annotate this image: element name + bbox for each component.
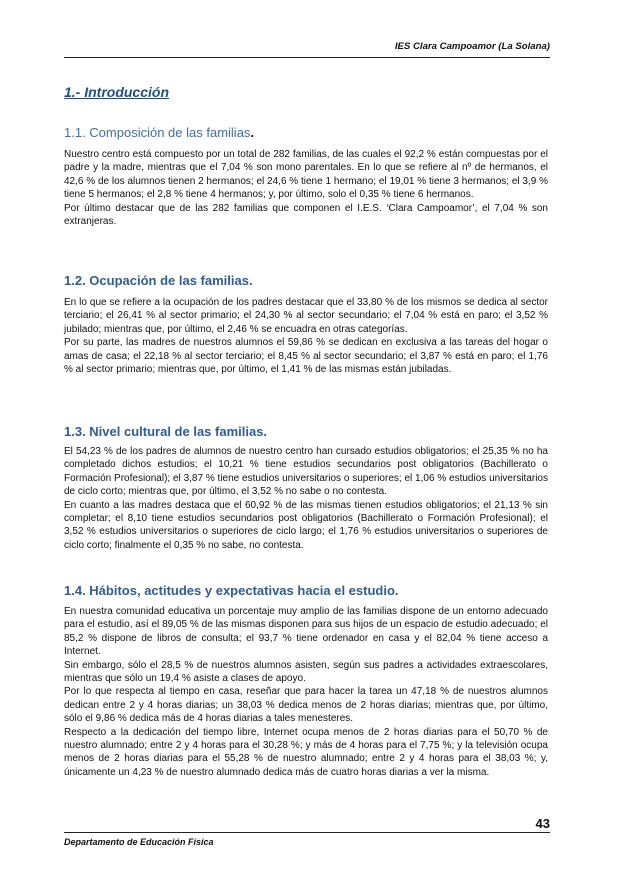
section-1-3-title: 1.3. Nivel cultural de las familias. (64, 424, 268, 439)
section-1-4-title: 1.4. Hábitos, actitudes y expectativas hacia el estudio. (64, 583, 399, 598)
footer-department: Departamento de Educación Física (64, 837, 214, 847)
header-rule (64, 57, 550, 58)
footer-rule (64, 832, 550, 833)
section-1-1-body (64, 148, 548, 228)
paragraph: El 54,23 % de los padres de alumnos de nuestro centro han cursado estudios obligatorios; el 25,35 % no ha completado dichos estudios; el 10,21 % tiene estudios secundarios post obligatorios (Bachillerato o Formación Profesional); el 3,87 % tiene estudios universitarios o superiores; el 1,06 % estudios universitarios de ciclo corto; mientras que, por último, el 3,52 % no sabe o no contesta. (64, 446, 548, 498)
section-1-4-body (64, 605, 548, 779)
paragraph: Nuestro centro está compuesto por un total de 282 familias, de las cuales el 92,2 % están compuestas por el padre y la madre, mientras que el 7,04 % son mono parentales. En lo que se refiere al nº de hermanos, el 42,6 % de los alumnos tienen 2 hermanos; el 24,6 % tiene 1 hermano; el 19,01 % tiene 3 hermanos; el 3,9 % tiene 5 hermanos; el 2,8 % tiene 4 hermanos; y, por último, solo el 0,35 % tiene 6 hermanos. (64, 149, 548, 201)
paragraph: En lo que se refiere a la ocupación de los padres destacar que el 33,80 % de los mismos se dedica al sector terciario; el 26,41 % al sector primario; el 24,30 % al sector secundario; el 7,04 % está en paro; el 3,52 % jubilado; mientras que, por último, el 2,46 % se encuadra en otras categorías. (64, 297, 548, 335)
paragraph: Sin embargo, sólo el 28,5 % de nuestros alumnos asisten, según sus padres a actividades extraescolares, mientras que sólo un 19,4 % asiste a clases de apoyo. (64, 659, 548, 685)
section-1-3-body (64, 445, 548, 552)
chapter-title: 1.- Introducción (64, 84, 169, 100)
page-number: 43 (535, 816, 550, 831)
paragraph: En cuanto a las madres destaca que el 60,92 % de las mismas tienen estudios obligatorios; el 21,13 % sin completar; el 8,10 tiene estudios secundarios post obligatorios (Bachillerato o Formación Profesional); el 3,52 % estudios universitarios o superiores de ciclo largo; el 1,76 % estudios universitarios o superiores de ciclo corto; finalmente el 0,35 % no sabe, no contesta. (64, 499, 548, 551)
paragraph: Por lo que respecta al tiempo en casa, reseñar que para hacer la tarea un 47,18 % de nuestros alumnos dedican entre 2 y 4 horas diarias; un 38,03 % dedica menos de 2 horas diarias; mientras que, por último, sólo el 9,86 % dedica más de 4 horas diarias a tales menesteres. (64, 686, 548, 725)
section-1-1-title-dot: . (250, 125, 255, 140)
paragraph: Por último destacar que de las 282 familias que componen el I.E.S. ‘Clara Campoamor’, el 7,04 % son extranjeras. (64, 202, 548, 228)
section-1-2-body (64, 296, 548, 376)
section-1-1-title: 1.1. Composición de las familias (64, 125, 251, 140)
paragraph: Respecto a la dedicación del tiempo libre, Internet ocupa menos de 2 horas diarias para el 50,70 % de nuestro alumnado; entre 2 y 4 horas para el 30,28 %; y más de 4 horas para el 7,75 %; y la televisión ocupa menos de 2 horas diarias para el 55,28 % de nuestro alumnado; entre 2 y 4 horas para el 38,03 %; y, únicamente un 4,23 % de nuestro alumnado dedica más de cuatro horas diarias a ver la misma. (64, 726, 548, 778)
section-1-1-heading (64, 125, 254, 140)
section-1-2-title: 1.2. Ocupación de las familias. (64, 273, 253, 288)
running-header: IES Clara Campoamor (La Solana) (394, 41, 550, 52)
paragraph: Por su parte, las madres de nuestros alumnos el 59,86 % se dedican en exclusiva a las tareas del hogar o amas de casa; el 22,18 % al sector terciario; el 8,45 % al sector secundario; el 3,87 % está en paro; el 1,76 % al sector primario; mientras que, por último, el 1,41 % de las mismas están jubiladas. (64, 337, 548, 376)
paragraph: En nuestra comunidad educativa un porcentaje muy amplio de las familias dispone de un entorno adecuado para el estudio, así el 89,05 % de las mismas disponen para sus hijos de un espacio de estudio adecuado; el 85,2 % dispone de libros de consulta; el 93,7 % tiene ordenador en casa y el 82,04 % tiene acceso a Internet. (64, 606, 548, 658)
